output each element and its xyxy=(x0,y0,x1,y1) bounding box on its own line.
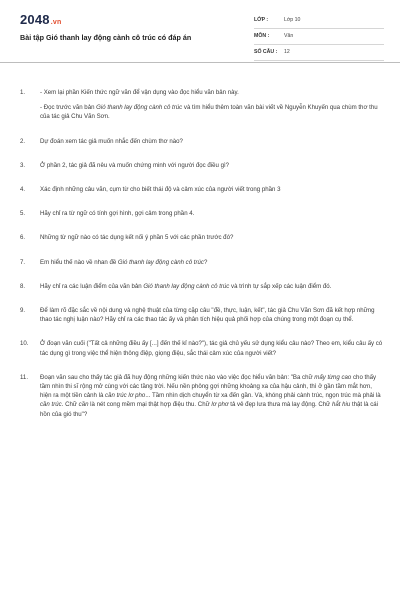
text-run: Hãy chỉ ra từ ngữ có tính gợi hình, gợi cảm trong phần 4. xyxy=(40,210,195,218)
italic-title-text: cần trúc lơ pho xyxy=(105,392,146,400)
italic-title-text: hắt hiu xyxy=(331,401,351,409)
text-run: Những từ ngữ nào có tác dụng kết nối ý phần 5 với các phần trước đó? xyxy=(40,234,234,242)
question-text xyxy=(40,306,385,324)
question-number: 11. xyxy=(20,373,29,381)
text-run: là nét cong mềm mại thật hợp điệu thu. Chữ xyxy=(88,401,212,409)
meta-key: LỚP : xyxy=(254,17,269,23)
text-run: Đoạn văn sau cho thấy tác giả đã huy động những kiến thức nào vào việc đọc hiểu văn bản: "Ba chữ xyxy=(40,373,315,381)
italic-title-text: Gió thanh lay động cành cô trúc xyxy=(96,104,183,112)
meta-row-count xyxy=(254,45,384,61)
question-item xyxy=(20,185,385,194)
question-item xyxy=(20,339,385,357)
question-item xyxy=(20,137,385,146)
text-run: Xác định những câu văn, cụm từ cho biết thái độ và cảm xúc của người viết trong phần 3 xyxy=(40,186,281,194)
question-number: 9. xyxy=(20,307,26,315)
text-run: Để làm rõ đặc sắc về nội dung và nghệ thuật của từng cặp câu "đề, thực, luận, kết", tác giả Chu Văn Sơn đã kết hợp những thao tác nghị luận nào? Hãy chỉ ra các thao tác ấy và phân tích hiệu quả phối hợp của chúng trong một đoạn cụ thể. xyxy=(40,307,375,324)
text-run: . Chữ xyxy=(61,401,79,409)
logo-main: 2048 xyxy=(20,12,50,27)
italic-title-text: Gió thanh lay động cành cô trúc xyxy=(143,282,230,290)
italic-title-text: cần trúc xyxy=(40,401,62,409)
meta-row-grade xyxy=(254,13,384,29)
question-number: 4. xyxy=(20,186,26,194)
question-text xyxy=(40,209,385,218)
text-run: tả vẻ đẹp lưa thưa mà lay động. Chữ xyxy=(228,401,332,409)
text-run: và trình tự sắp xếp các luận điểm đó. xyxy=(229,282,332,290)
question-list xyxy=(20,88,385,419)
question-text xyxy=(40,103,385,121)
question-number: 10. xyxy=(20,340,29,348)
question-item xyxy=(20,373,385,419)
question-item xyxy=(20,233,385,242)
question-item xyxy=(20,88,385,122)
question-item xyxy=(20,258,385,267)
question-number: 7. xyxy=(20,258,26,266)
meta-key: SỐ CÂU : xyxy=(254,49,278,55)
question-number: 3. xyxy=(20,161,26,169)
question-text xyxy=(40,185,385,194)
italic-title-text: mấy từng cao xyxy=(314,373,352,381)
meta-table xyxy=(254,13,384,61)
text-run: cho thấy tầm nhìn thi sĩ rộng mở cùng với các tầng trời. Nếu nền phông gợi những khoảng xa của hậu cảnh, thì ở gần tầm mắt hơn, hiện ra một tiền cảnh là xyxy=(40,373,377,400)
question-text xyxy=(40,233,385,242)
italic-title-text: cần xyxy=(78,401,89,409)
logo-ext: .vn xyxy=(50,19,62,26)
question-item xyxy=(20,306,385,324)
italic-title-text: Gió thanh lay động cành cô trúc xyxy=(117,258,204,266)
meta-row-subject xyxy=(254,29,384,45)
text-run: ... Tầm nhìn dịch chuyển từ xa đến gần. Và, khóng phải cành trúc, ngọn trúc mà phải là xyxy=(145,392,381,400)
question-text xyxy=(40,373,385,419)
question-number: 8. xyxy=(20,282,26,290)
question-number: 1. xyxy=(20,89,26,96)
meta-value: Lớp 10 xyxy=(284,17,301,23)
header-divider xyxy=(0,62,400,63)
italic-title-text: lơ phơ xyxy=(211,401,229,409)
question-text xyxy=(40,258,385,267)
meta-key: MÔN : xyxy=(254,33,270,39)
question-item xyxy=(20,282,385,291)
question-number: 2. xyxy=(20,137,26,145)
question-text xyxy=(40,282,385,291)
text-run: Hãy chỉ ra các luận điểm của văn bản xyxy=(40,282,144,290)
text-run: ? xyxy=(203,258,208,266)
question-text xyxy=(40,88,385,97)
text-run: Ở phần 2, tác giả đã nêu và muốn chứng minh với người đọc điều gì? xyxy=(40,161,230,169)
question-number: 5. xyxy=(20,210,26,218)
question-item xyxy=(20,161,385,170)
text-run: Em hiểu thế nào về nhan đề xyxy=(40,258,118,266)
text-run: - Đọc trước văn bản xyxy=(40,104,97,112)
text-run: Ở đoạn văn cuối ("Tất cả những điều ấy [...] đến thế kỉ nào?"), tác giả chủ yếu sử dụng kiểu câu nào? Theo em, kiểu câu ấy có tác dụng gì trong việc thể hiện thông điệp, giọng điệu, sắc thái cảm xúc của người viết? xyxy=(40,340,383,357)
meta-value: Văn xyxy=(284,33,294,39)
text-run: Dự đoán xem tác giả muốn nhắc đến chùm thơ nào? xyxy=(40,137,183,145)
text-run: thật là cái hồn của gió thu"? xyxy=(40,401,379,418)
question-text xyxy=(40,137,385,146)
question-text xyxy=(40,339,385,357)
meta-value: 12 xyxy=(284,49,290,55)
question-item xyxy=(20,209,385,218)
site-logo[interactable] xyxy=(20,12,61,27)
document-title: Bài tập Gió thanh lay động cành cô trúc có đáp án xyxy=(20,33,192,42)
document-header xyxy=(0,0,400,62)
text-run: - Xem lại phần Kiến thức ngữ văn để vận dụng vào đọc hiểu văn bản này. xyxy=(40,89,239,96)
text-run: và tìm hiểu thêm toàn văn bài viết về Nguyễn Khuyến qua chùm thơ thu của tác giả Chu Văn Sơn. xyxy=(40,104,378,121)
question-number: 6. xyxy=(20,234,26,242)
question-text xyxy=(40,161,385,170)
